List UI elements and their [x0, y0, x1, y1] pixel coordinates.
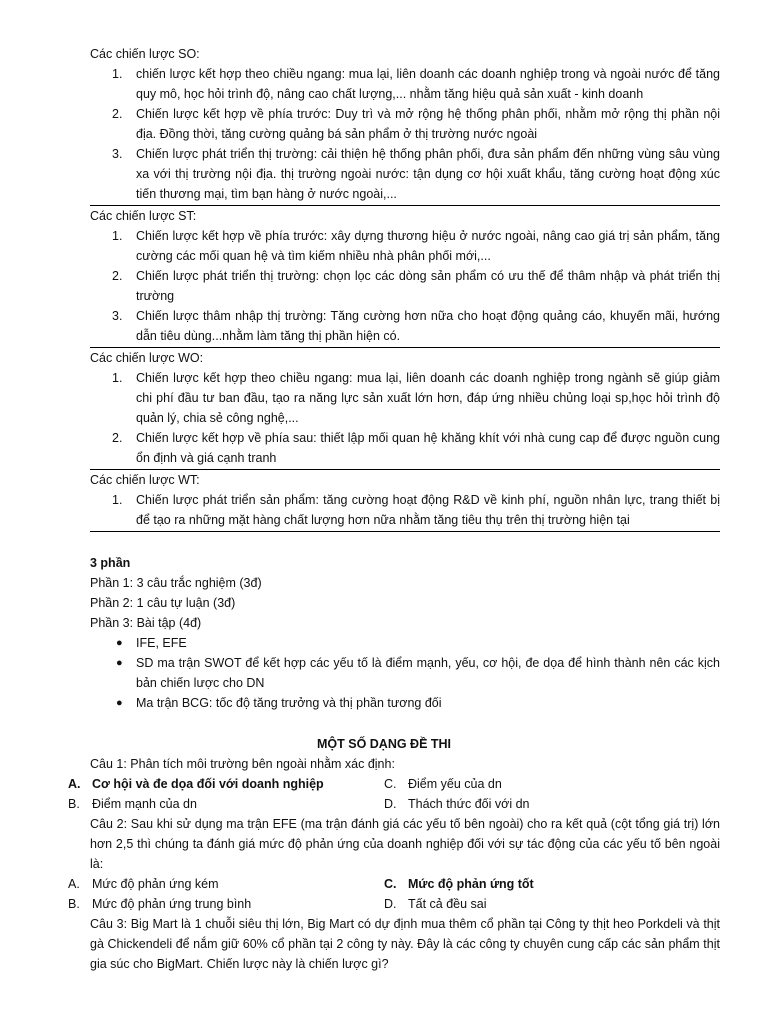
section-divider	[90, 531, 720, 532]
exam-heading: 3 phần	[90, 556, 131, 570]
wt-list	[90, 490, 720, 530]
item-number: 3.	[112, 147, 123, 161]
item-number: 1.	[112, 371, 123, 385]
option-text: Mức độ phản ứng kém	[92, 877, 219, 891]
exam-part-2: Phần 2: 1 câu tự luận (3đ)	[90, 596, 236, 610]
item-text: Chiến lược kết hợp về phía trước: Duy trì và mở rộng hệ thống phân phối, nhằm mở rộng thị phần nội địa. Đồng thời, tăng cường quảng bá sản phẩm ở thị trường nước ngoài	[136, 107, 720, 141]
item-number: 2.	[112, 269, 123, 283]
option-text: Điểm yếu của dn	[408, 777, 502, 791]
item-number: 1.	[112, 493, 123, 507]
list-item	[90, 144, 720, 204]
item-text: Chiến lược phát triển thị trường: cải thiện hệ thống phân phối, đưa sản phẩm đến những vùng sâu vùng xa với thị trường nội địa. thị trường ngoài nước: tận dụng cơ hội xuất khẩu, tăng cường hoạt động xúc tiến thương mại, tìm bạn hàng ở nước ngoài,...	[136, 147, 720, 201]
option-letter: C.	[384, 777, 397, 791]
item-number: 2.	[112, 431, 123, 445]
item-text: Chiến lược kết hợp theo chiều ngang: mua lại, liên doanh các doanh nghiệp trong ngành sẽ giúp giảm chi phí đầu tư ban đầu, tạo ra năng lực sản xuất lớn hơn, đáp ứng nhiều chủng loại sp,học hỏi trình độ quản lý, chia sẻ công nghệ,...	[136, 371, 720, 425]
option-text: Điểm mạnh của dn	[92, 797, 197, 811]
item-number: 1.	[112, 67, 123, 81]
option-letter: A.	[68, 877, 80, 891]
exam-bullet-list	[90, 633, 720, 713]
list-item	[90, 428, 720, 468]
list-item	[90, 226, 720, 266]
st-heading: Các chiến lược ST:	[90, 209, 197, 223]
option-text: Mức độ phản ứng tốt	[408, 877, 534, 891]
st-section	[90, 206, 720, 348]
list-item	[90, 266, 720, 306]
option-letter: D.	[384, 897, 397, 911]
item-text: Chiến lược kết hợp về phía sau: thiết lập mối quan hệ khăng khít với nhà cung cap để được nguồn cung ổn định và giá cạnh tranh	[136, 431, 720, 465]
bullet-icon: ●	[116, 657, 123, 669]
exam-part-3: Phần 3: Bài tập (4đ)	[90, 616, 202, 630]
option-letter: B.	[68, 797, 80, 811]
list-item	[90, 490, 720, 530]
bullet-icon: ●	[116, 637, 123, 649]
so-heading: Các chiến lược SO:	[90, 47, 200, 61]
item-text: Chiến lược phát triển thị trường: chọn lọc các dòng sản phẩm có ưu thế để thâm nhập và phát triển thị trường	[136, 269, 720, 303]
option-text: Thách thức đối với dn	[408, 797, 530, 811]
option-text: Tất cả đều sai	[408, 897, 487, 911]
item-text: Chiến lược phát triển sản phẩm: tăng cường hoạt động R&D về kinh phí, nguồn nhân lực, trang thiết bị để tạo ra những mặt hàng chất lượng hơn nữa nhằm tăng tiêu thụ trên thị trường hiện tại	[136, 493, 720, 527]
list-item	[90, 306, 720, 346]
exam-part-1: Phần 1: 3 câu trắc nghiệm (3đ)	[90, 576, 262, 590]
item-text: Chiến lược kết hợp về phía trước: xây dựng thương hiệu ở nước ngoài, nâng cao giá trị sản phẩm, tăng cường các mối quan hệ và tìm kiếm nhiều nhà phân phối mới,...	[136, 229, 720, 263]
bullet-text: IFE, EFE	[136, 636, 187, 650]
list-item	[90, 104, 720, 144]
wt-section	[90, 470, 720, 532]
so-section	[90, 44, 720, 206]
bullet-text: Ma trận BCG: tốc độ tăng trưởng và thị phần tương đối	[136, 696, 442, 710]
wo-heading: Các chiến lược WO:	[90, 351, 204, 365]
bullet-icon: ●	[116, 697, 123, 709]
bullet-item	[90, 633, 720, 653]
question-1-text: Câu 1: Phân tích môi trường bên ngoài nhằm xác định:	[90, 757, 395, 771]
bullet-text: SD ma trận SWOT để kết hợp các yếu tố là điểm mạnh, yếu, cơ hội, đe dọa để hình thành nên các kịch bản chiến lược cho DN	[136, 656, 720, 690]
option-text: Mức độ phản ứng trung bình	[92, 897, 252, 911]
option-letter: D.	[384, 797, 397, 811]
wo-section	[90, 348, 720, 470]
questions-title: MỘT SỐ DẠNG ĐỀ THI	[316, 737, 452, 751]
wt-heading: Các chiến lược WT:	[90, 473, 200, 487]
bullet-item	[90, 693, 720, 713]
bullet-item	[90, 653, 720, 693]
list-item	[90, 368, 720, 428]
question-2-text: Câu 2: Sau khi sử dụng ma trận EFE (ma trận đánh giá các yếu tố bên ngoài) cho ra kết quả (cột tổng giá trị) lớn hơn 2,5 thì chúng ta đánh giá mức độ phản ứng của doanh nghiệp đối với sự tác động của các yếu tố bên ngoài là:	[90, 817, 720, 871]
wo-list	[90, 368, 720, 468]
question-3-text: Câu 3: Big Mart là 1 chuỗi siêu thị lớn, Big Mart có dự định mua thêm cổ phần tại Công ty thịt heo Porkdeli và thịt gà Chickendeli để nắm giữ 60% cổ phần tại 2 công ty này. Đây là các công ty chuyên cung cấp các sản phẩm thịt gia súc cho BigMart. Chiến lược này là chiến lược gì?	[90, 917, 720, 971]
so-list	[90, 64, 720, 204]
item-number: 2.	[112, 107, 123, 121]
option-letter: B.	[68, 897, 80, 911]
st-list	[90, 226, 720, 346]
option-letter: C.	[384, 877, 397, 891]
item-number: 3.	[112, 309, 123, 323]
item-text: Chiến lược thâm nhập thị trường: Tăng cường hơn nữa cho hoạt động quảng cáo, khuyến mãi, hướng dẫn tiêu dùng...nhằm làm tăng thị phần hiện có.	[136, 309, 720, 343]
list-item	[90, 64, 720, 104]
item-number: 1.	[112, 229, 123, 243]
option-text: Cơ hội và đe dọa đối với doanh nghiệp	[92, 777, 324, 791]
option-letter: A.	[68, 777, 81, 791]
item-text: chiến lược kết hợp theo chiều ngang: mua lại, liên doanh các doanh nghiệp trong và ngoài nước để tăng quy mô, học hỏi trình độ, nâng cao chất lượng,... nhằm tăng hiệu quả sản xuất - kinh doanh	[136, 67, 720, 101]
